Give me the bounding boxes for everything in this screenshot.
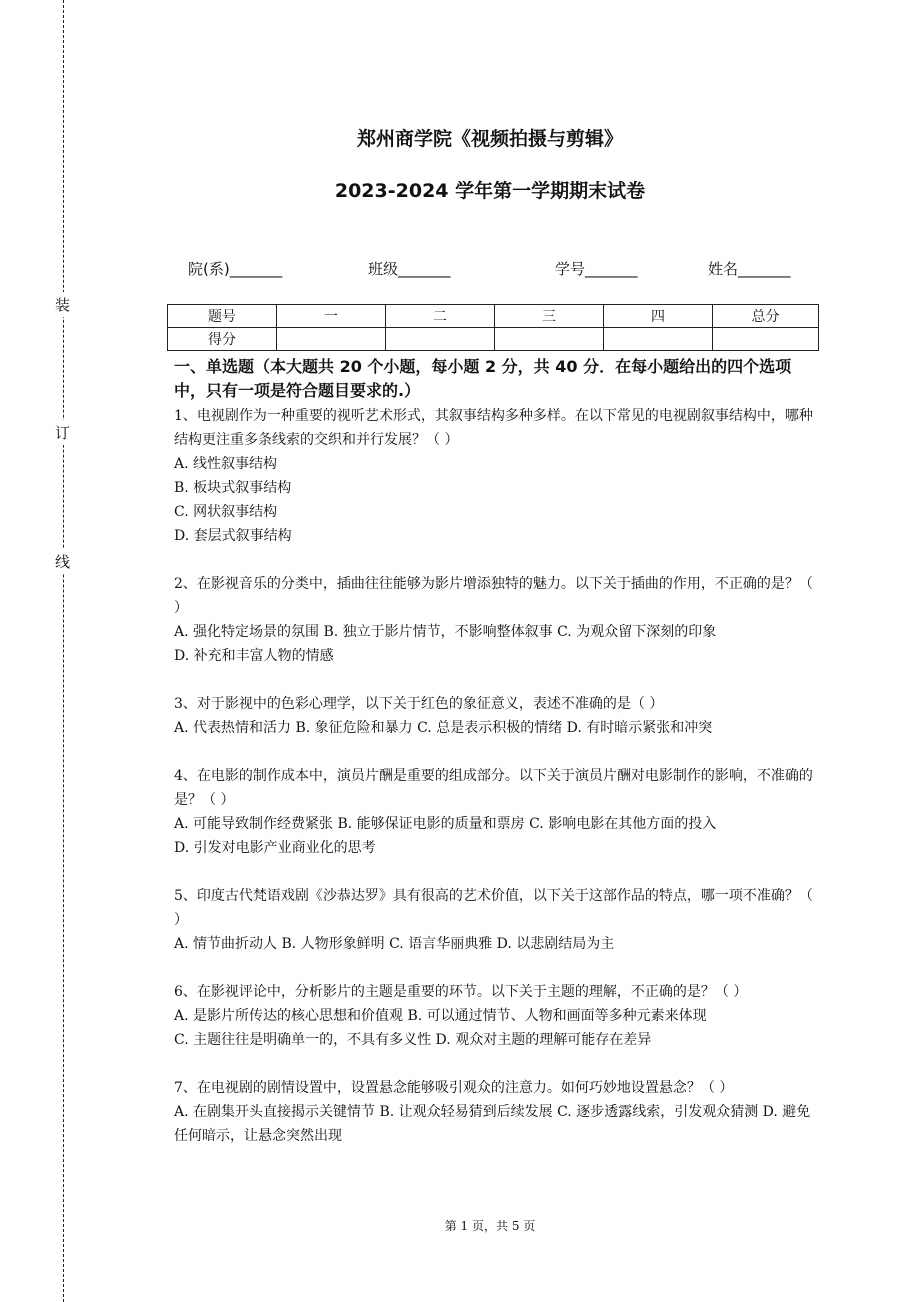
question-item xyxy=(174,1076,822,1148)
score-cell xyxy=(604,328,713,351)
score-cell xyxy=(386,328,495,351)
question-item xyxy=(174,404,822,548)
binding-char-ding: 订 xyxy=(55,420,70,445)
question-item xyxy=(174,980,822,1052)
question-option: D. 套层式叙事结构 xyxy=(174,528,292,544)
question-option: A. 强化特定场景的氛围 B. 独立于影片情节，不影响整体叙事 C. 为观众留下深刻的印象 xyxy=(174,624,717,640)
score-header-cell: 题号 xyxy=(168,305,277,328)
question-text: 1、电视剧作为一种重要的视听艺术形式，其叙事结构多种多样。在以下常见的电视剧叙事结构中，哪种结构更注重多条线索的交织和并行发展？（ ） xyxy=(174,408,813,448)
question-item xyxy=(174,764,822,860)
section-heading: 一、单选题（本大题共 20 个小题，每小题 2 分，共 40 分．在每小题给出的四个选项中，只有一项是符合题目要求的.） xyxy=(174,357,792,400)
question-text: 4、在电影的制作成本中，演员片酬是重要的组成部分。以下关于演员片酬对电影制作的影响，不准确的是？（ ） xyxy=(174,768,813,808)
score-header-cell: 总分 xyxy=(713,305,819,328)
student-id-field: 学号_______ xyxy=(555,260,638,278)
page-footer: 第 1 页，共 5 页 xyxy=(444,1219,536,1233)
question-option: A. 情节曲折动人 B. 人物形象鲜明 C. 语言华丽典雅 D. 以悲剧结局为主 xyxy=(174,936,615,952)
question-option: D. 引发对电影产业商业化的思考 xyxy=(174,840,376,856)
question-option: A. 线性叙事结构 xyxy=(174,456,278,472)
question-text: 3、对于影视中的色彩心理学，以下关于红色的象征意义，表述不准确的是（ ） xyxy=(174,696,664,712)
score-row-label: 得分 xyxy=(168,328,277,351)
class-field: 班级_______ xyxy=(368,260,451,278)
question-text: 7、在电视剧的剧情设置中，设置悬念能够吸引观众的注意力。如何巧妙地设置悬念？（ ） xyxy=(174,1080,734,1096)
question-text: 2、在影视音乐的分类中，插曲往往能够为影片增添独特的魅力。以下关于插曲的作用，不正确的是？（ ） xyxy=(174,576,813,616)
question-option: B. 板块式叙事结构 xyxy=(174,480,292,496)
binding-char-xian: 线 xyxy=(55,549,70,574)
question-option: A. 代表热情和活力 B. 象征危险和暴力 C. 总是表示积极的情绪 D. 有时暗示紧张和冲突 xyxy=(174,720,713,736)
score-cell xyxy=(277,328,386,351)
question-option: A. 在剧集开头直接揭示关键情节 B. 让观众轻易猜到后续发展 C. 逐步透露线索，引发观众猜测 D. 避免任何暗示，让悬念突然出现 xyxy=(174,1104,811,1144)
question-option: A. 可能导致制作经费紧张 B. 能够保证电影的质量和票房 C. 影响电影在其他方面的投入 xyxy=(174,816,717,832)
score-table-header-row xyxy=(168,305,819,328)
score-header-cell: 二 xyxy=(386,305,495,328)
score-cell xyxy=(495,328,604,351)
question-text: 6、在影视评论中，分析影片的主题是重要的环节。以下关于主题的理解，不正确的是？（ ） xyxy=(174,984,748,1000)
question-option: A. 是影片所传达的核心思想和价值观 B. 可以通过情节、人物和画面等多种元素来体现 xyxy=(174,1008,707,1024)
question-option: D. 补充和丰富人物的情感 xyxy=(174,648,334,664)
question-item xyxy=(174,884,822,956)
department-field: 院(系)_______ xyxy=(188,260,283,278)
question-item xyxy=(174,692,822,740)
score-header-cell: 一 xyxy=(277,305,386,328)
question-option: C. 主题往往是明确单一的，不具有多义性 D. 观众对主题的理解可能存在差异 xyxy=(174,1032,652,1048)
score-table-score-row xyxy=(168,328,819,351)
score-header-cell: 三 xyxy=(495,305,604,328)
score-table xyxy=(167,304,819,351)
score-header-cell: 四 xyxy=(604,305,713,328)
binding-char-zhuang: 装 xyxy=(55,292,70,317)
question-list xyxy=(174,404,822,1172)
score-cell xyxy=(713,328,819,351)
question-text: 5、印度古代梵语戏剧《沙恭达罗》具有很高的艺术价值，以下关于这部作品的特点，哪一项不准确？（ ） xyxy=(174,888,813,928)
question-item xyxy=(174,572,822,668)
question-option: C. 网状叙事结构 xyxy=(174,504,278,520)
name-field: 姓名_______ xyxy=(708,260,791,278)
exam-title-line1: 郑州商学院《视频拍摄与剪辑》 xyxy=(356,128,623,150)
exam-title-line2: 2023-2024 学年第一学期期末试卷 xyxy=(334,180,646,202)
